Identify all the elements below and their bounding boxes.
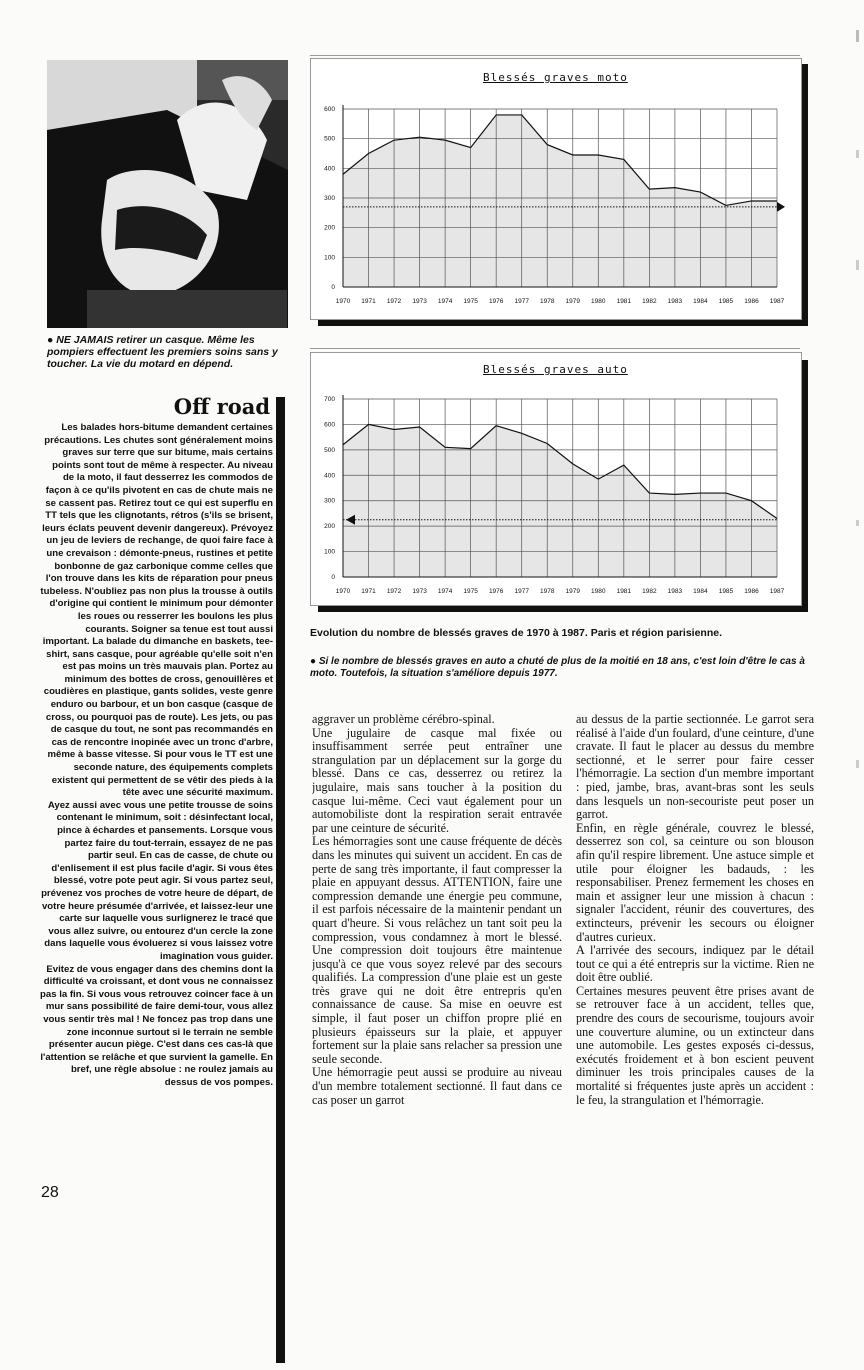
x-tick-label: 1986 [744, 588, 759, 595]
helmet-photo [47, 60, 288, 328]
sidebar-rule [276, 397, 285, 1363]
y-tick-label: 400 [324, 165, 335, 173]
x-tick-label: 1984 [693, 588, 708, 595]
y-tick-label: 100 [324, 548, 335, 556]
y-tick-label: 600 [324, 106, 335, 113]
article-column-1 [312, 713, 562, 1193]
x-tick-label: 1978 [540, 588, 555, 595]
x-tick-label: 1986 [744, 298, 759, 305]
area-series [343, 115, 777, 287]
x-tick-label: 1977 [514, 588, 529, 595]
reference-arrow [777, 202, 785, 212]
x-tick-label: 1970 [335, 298, 351, 305]
article-paragraph: A l'arrivée des secours, indiquez par le détail tout ce qui a été entrepris sur la victime. Rien ne doit être oublié. [576, 943, 814, 985]
y-tick-label: 0 [331, 574, 335, 581]
x-tick-label: 1984 [693, 298, 708, 305]
page-number: 28 [41, 1184, 59, 1201]
x-tick-label: 1987 [769, 588, 785, 595]
caption-bullet: ● [47, 334, 54, 346]
chart-moto-plot [311, 59, 801, 319]
y-tick-label: 500 [324, 446, 335, 454]
figure-caption-text: Si le nombre de blessés graves en auto a chuté de plus de la moitié en 18 ans, c'est loin d'être le cas à moto. Toutefois, la situation s'améliore depuis 1977. [310, 656, 805, 679]
x-tick-label: 1982 [642, 298, 657, 305]
y-tick-label: 200 [324, 523, 335, 531]
y-tick-label: 500 [324, 135, 335, 143]
offroad-text [40, 422, 273, 1370]
photo-caption [47, 334, 290, 370]
x-tick-label: 1977 [514, 298, 529, 305]
y-tick-label: 400 [324, 472, 335, 480]
x-tick-label: 1971 [361, 298, 376, 305]
article-paragraph: au dessus de la partie sectionnée. Le garrot sera réalisé à l'aide d'un foulard, d'une ceinture, d'une cravate. Il faut le placer au dessus du membre sectionné, et le serrer pour faire cesser l'hémorragie. La section d'un membre important : pied, jambe, bras, avant-bras sont les seuls dans lesquels un non-secouriste peut poser un garrot. [576, 713, 814, 822]
rule-top [310, 55, 800, 56]
x-tick-label: 1975 [463, 298, 478, 305]
article-paragraph: aggraver un problème cérébro-spinal. [312, 713, 495, 726]
page-edge-marks [852, 0, 864, 1221]
x-tick-label: 1976 [488, 298, 504, 305]
y-tick-label: 700 [324, 396, 335, 403]
x-tick-label: 1971 [361, 588, 376, 595]
x-tick-label: 1976 [488, 588, 504, 595]
article-paragraph: Enfin, en règle générale, couvrez le blessé, desserrez son col, sa ceinture ou son blouson afin qu'il respire librement. Une astuce simple et utile pour éloigner les badauds, : les responsabiliser. Prenez fermement les choses en main et assigner leur une mission à chacun : signaler l'accident, réunir des couvertures, des extincteurs, prévenir les secours ou éloigner d'autres curieux. [576, 820, 814, 944]
x-tick-label: 1983 [667, 298, 683, 305]
x-tick-label: 1981 [616, 298, 632, 305]
figure-caption [310, 656, 810, 680]
caption-bullet: ● [310, 656, 317, 667]
chart-title: Blessés graves moto [483, 71, 628, 84]
x-tick-label: 1979 [565, 298, 580, 305]
x-tick-label: 1981 [616, 588, 632, 595]
y-tick-label: 0 [331, 284, 335, 291]
x-tick-label: 1980 [591, 588, 606, 595]
x-tick-label: 1974 [437, 298, 453, 305]
x-tick-label: 1975 [463, 588, 478, 595]
chart-auto-plot [311, 353, 801, 605]
photo-caption-text: NE JAMAIS retirer un casque. Même les pompiers effectuent les premiers soins sans y toucher. La vie du motard en dépend. [47, 334, 278, 370]
x-tick-label: 1970 [335, 588, 351, 595]
x-tick-label: 1972 [386, 298, 402, 305]
x-tick-label: 1987 [769, 298, 785, 305]
y-tick-label: 600 [324, 421, 335, 429]
x-tick-label: 1973 [412, 588, 427, 595]
offroad-paragraph: Ayez aussi avec vous une petite trousse de soins contenant le minimum, soit : désinfectant local, pince à échardes et pansements. Lorsque vous partez faire du tout-terrain, essayez de ne pas partir seul. En cas de casse, de chute ou d'enlisement il est plus facile d'agir. Si vous êtes blessé, votre pote peut agir. Si vous partez seul, prévenez vos proches de votre heure de départ, de votre heure présumée d'arrivée, et laissez-leur une carte sur laquelle vous surlignerez le tracé que vous allez suivre, ou entourez d'un cercle la zone dans laquelle vous évoluerez si vous laissez votre imagination vous guider. [41, 799, 273, 962]
helmet-photo-illustration [47, 60, 288, 328]
chart-title: Blessés graves auto [483, 363, 628, 376]
chart-auto [310, 352, 802, 606]
article-paragraph: Une jugulaire de casque mal fixée ou insuffisamment serrée peut entraîner une strangulation par un déplacement sur la gorge du blessé. Dans ce cas, desserrez ou retirez la jugulaire, mais sans toucher à la position du casque lui-même. Ceci vaut également pour un automobiliste dont la respiration serait entravée par une ceinture de sécurité. [312, 725, 562, 835]
x-tick-label: 1982 [642, 588, 657, 595]
x-tick-label: 1983 [667, 588, 683, 595]
offroad-paragraph: Evitez de vous engager dans des chemins dont la difficulté va croissant, et dont vous ne connaissez pas la fin. Si vous vous retrouvez coincer face à un mur sans possibilité de faire demi-tour, vous allez vous sentir très mal ! Ne foncez pas trop dans une zone inconnue surtout si le terrain ne semble présenter aucun piège. C'est dans ces cas-là que l'attention se relâche et que survient la gamelle. En bref, une règle absolue : ne roulez jamais au dessus de vos pompes. [40, 963, 273, 1088]
x-tick-label: 1985 [718, 298, 734, 305]
y-tick-label: 100 [324, 254, 335, 262]
article-paragraph: Certaines mesures peuvent être prises avant de se retrouver face à un accident, telles que, prendre des cours de secourisme, toujours avoir une couverture alumine, ou un extincteur dans une automobile. Les gestes exposés ci-dessus, exécutés froidement et à bon escient peuvent diminuer les trois principales causes de la mortalité si fréquentes juste après un accident : le feu, la strangulation et l'hémorragie. [576, 983, 814, 1107]
y-tick-label: 300 [324, 497, 335, 505]
offroad-title: Off road [173, 394, 270, 419]
y-tick-label: 300 [324, 195, 335, 202]
article-column-2 [576, 713, 814, 1193]
y-tick-label: 200 [324, 224, 335, 232]
x-tick-label: 1979 [565, 588, 580, 595]
chart-moto [310, 58, 802, 320]
rule-mid [310, 348, 800, 349]
article-paragraph: Les hémorragies sont une cause fréquente de décès dans les minutes qui suivent un accident. En cas de perte de sang très importante, il faut compresser la plaie en appuyant dessus. ATTENTION, faire une compression demande une énergie peu commune, il est parfois nécessaire de la maintenir pendant un quart d'heure. Si vous relâchez un tant soit peu la compression, vous condamnez à mort le blessé. Une compression doit toujours être maintenue jusqu'à ce que vous soyez relevé par des secours qualifiés. La compression d'une plaie est un geste très grave qui ne doit être entrepris qu'en connaissance de cause. Sa mise en oeuvre est simple, il faut poser un chiffon propre plié en plusieurs épaisseurs sur la plaie, et appuyer fortement sur la plaie sans relacher sa pression une seule seconde. [312, 834, 562, 1066]
figure-heading: Evolution du nombre de blessés graves de 1970 à 1987. Paris et région parisienne. [310, 627, 722, 639]
x-tick-label: 1972 [386, 588, 402, 595]
x-tick-label: 1973 [412, 298, 427, 305]
article-paragraph: Une hémorragie peut aussi se produire au niveau d'un membre totalement sectionné. Il faut dans ce cas poser un garrot [312, 1065, 562, 1107]
offroad-paragraph: Les balades hors-bitume demandent certaines précautions. Les chutes sont généralement moins graves sur terre que sur bitume, mais certains points sont tout de même à respecter. Au niveau de la moto, il faut desserrez les commodos de façon à ce qu'ils pivotent en cas de chute mais ne se cassent pas. Retirez tout ce qui est superflu en TT tels que les clignotants, rétros (s'ils se brisent, leurs éclats peuvent devenir dangereux). Prévoyez un jeu de leviers de rechange, de quoi faire face à une crevaison : démonte-pneus, rustines et petite bonbonne de gaz carbonique comme celles que l'on trouve dans les kits de réparation pour pneus tubeless. N'oubliez pas non plus la trousse à outils d'origine qui contient le minimum pour démonter les roues ou resserrer les boulons les plus courants. Soigner sa tenue est tout aussi important. La balade du dimanche en baskets, tee-shirt, sans casque, pour agréable qu'elle soit n'en est pas moins un très mauvais plan. Portez au minimum des bottes de cross, genouillères et coudières en plastique, gants solides, veste genre enduro ou barbour, et un bon casque (casque de cross, ou pourquoi pas de route). Les jets, ou pas de casque du tout, ne sont pas recommandés en cas de rencontre inopinée avec un tronc d'arbre, même à basse vitesse. Si pour vous le TT est une seconde nature, des équipements complets existent qui permettent de se vêtir des pieds à la tête avec une sécurité maximum. [40, 422, 273, 799]
x-tick-label: 1980 [591, 298, 606, 305]
x-tick-label: 1985 [718, 588, 734, 595]
x-tick-label: 1978 [540, 298, 555, 305]
x-tick-label: 1974 [437, 588, 453, 595]
